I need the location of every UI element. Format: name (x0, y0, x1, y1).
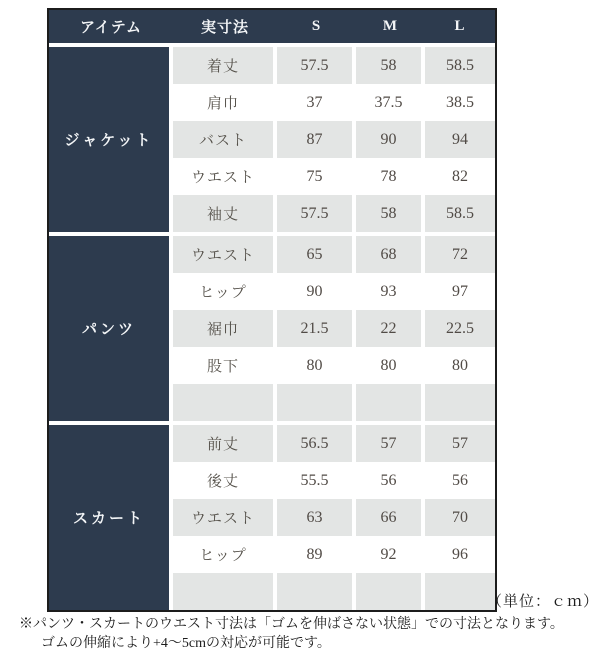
footnote-line2: ゴムの伸縮により+4～5cmの対応が可能です。 (41, 636, 331, 651)
size-value-m: 58 (356, 47, 421, 84)
table-row (173, 236, 495, 273)
table-row (173, 384, 495, 421)
section-rows (173, 47, 495, 232)
table-section (49, 236, 495, 421)
unit-note: （単位：ｃｍ） (486, 594, 599, 610)
table-row (173, 195, 495, 232)
size-value-s: 63 (277, 499, 352, 536)
size-value-s: 55.5 (277, 462, 352, 499)
table-row (173, 273, 495, 310)
table-section (49, 425, 495, 610)
item-cell: パンツ (49, 236, 169, 421)
item-cell: ジャケット (49, 47, 169, 232)
spec-label: ヒップ (173, 273, 273, 310)
size-value-m: 93 (356, 273, 421, 310)
size-value-s: 65 (277, 236, 352, 273)
spec-label: 後丈 (173, 462, 273, 499)
section-rows (173, 425, 495, 610)
size-value-l (425, 384, 495, 421)
header-size-l: L (454, 18, 466, 34)
table-row (173, 47, 495, 84)
table-section (49, 47, 495, 232)
size-value-m: 78 (356, 158, 421, 195)
size-value-l: 57 (425, 425, 495, 462)
table-row (173, 84, 495, 121)
size-value-m: 57 (356, 425, 421, 462)
size-value-m: 56 (356, 462, 421, 499)
size-value-s: 57.5 (277, 195, 352, 232)
size-value-l: 94 (425, 121, 495, 158)
size-value-l (425, 573, 495, 610)
spec-label: ウエスト (173, 158, 273, 195)
spec-label: バスト (173, 121, 273, 158)
size-value-l: 96 (425, 536, 495, 573)
spec-label (173, 573, 273, 610)
table-row (173, 462, 495, 499)
size-value-l: 97 (425, 273, 495, 310)
section-rows (173, 236, 495, 421)
size-value-m (356, 384, 421, 421)
footnote-line1: ※パンツ・スカートのウエスト寸法は「ゴムを伸ばさない状態」での寸法となります。 (19, 617, 564, 632)
spec-label: 前丈 (173, 425, 273, 462)
size-value-s: 89 (277, 536, 352, 573)
size-value-s (277, 384, 352, 421)
size-value-l: 56 (425, 462, 495, 499)
header-size-m: M (382, 18, 399, 34)
item-cell: スカート (49, 425, 169, 610)
table-header-row (49, 10, 495, 43)
table-row (173, 310, 495, 347)
header-spec-label: 実寸法 (200, 20, 249, 36)
size-value-s: 87 (277, 121, 352, 158)
size-value-m: 58 (356, 195, 421, 232)
spec-label (173, 384, 273, 421)
table-row (173, 158, 495, 195)
spec-label: 裾巾 (173, 310, 273, 347)
size-value-s: 37 (277, 84, 352, 121)
size-value-s: 75 (277, 158, 352, 195)
size-value-m: 22 (356, 310, 421, 347)
size-value-s: 57.5 (277, 47, 352, 84)
size-value-s: 80 (277, 347, 352, 384)
table-row (173, 499, 495, 536)
size-value-m: 80 (356, 347, 421, 384)
size-value-s: 56.5 (277, 425, 352, 462)
size-value-l: 22.5 (425, 310, 495, 347)
spec-label: ウエスト (173, 236, 273, 273)
spec-label: 股下 (173, 347, 273, 384)
table-row (173, 425, 495, 462)
size-value-l: 70 (425, 499, 495, 536)
size-value-s: 90 (277, 273, 352, 310)
size-value-m: 37.5 (356, 84, 421, 121)
spec-label: 着丈 (173, 47, 273, 84)
table-row (173, 121, 495, 158)
header-item-label: アイテム (80, 20, 142, 36)
size-value-l: 58.5 (425, 47, 495, 84)
size-value-s: 21.5 (277, 310, 352, 347)
size-value-m: 66 (356, 499, 421, 536)
footnotes (19, 615, 564, 653)
size-value-s (277, 573, 352, 610)
size-value-m (356, 573, 421, 610)
size-value-l: 72 (425, 236, 495, 273)
spec-label: 肩巾 (173, 84, 273, 121)
spec-label: ウエスト (173, 499, 273, 536)
header-size-s: S (311, 18, 322, 34)
table-row (173, 573, 495, 610)
table-row (173, 347, 495, 384)
size-table (47, 8, 497, 612)
spec-label: ヒップ (173, 536, 273, 573)
size-value-m: 92 (356, 536, 421, 573)
size-value-l: 80 (425, 347, 495, 384)
size-value-l: 82 (425, 158, 495, 195)
size-value-l: 58.5 (425, 195, 495, 232)
table-row (173, 536, 495, 573)
size-value-m: 68 (356, 236, 421, 273)
spec-label: 袖丈 (173, 195, 273, 232)
size-value-m: 90 (356, 121, 421, 158)
table-body (49, 43, 495, 610)
size-value-l: 38.5 (425, 84, 495, 121)
